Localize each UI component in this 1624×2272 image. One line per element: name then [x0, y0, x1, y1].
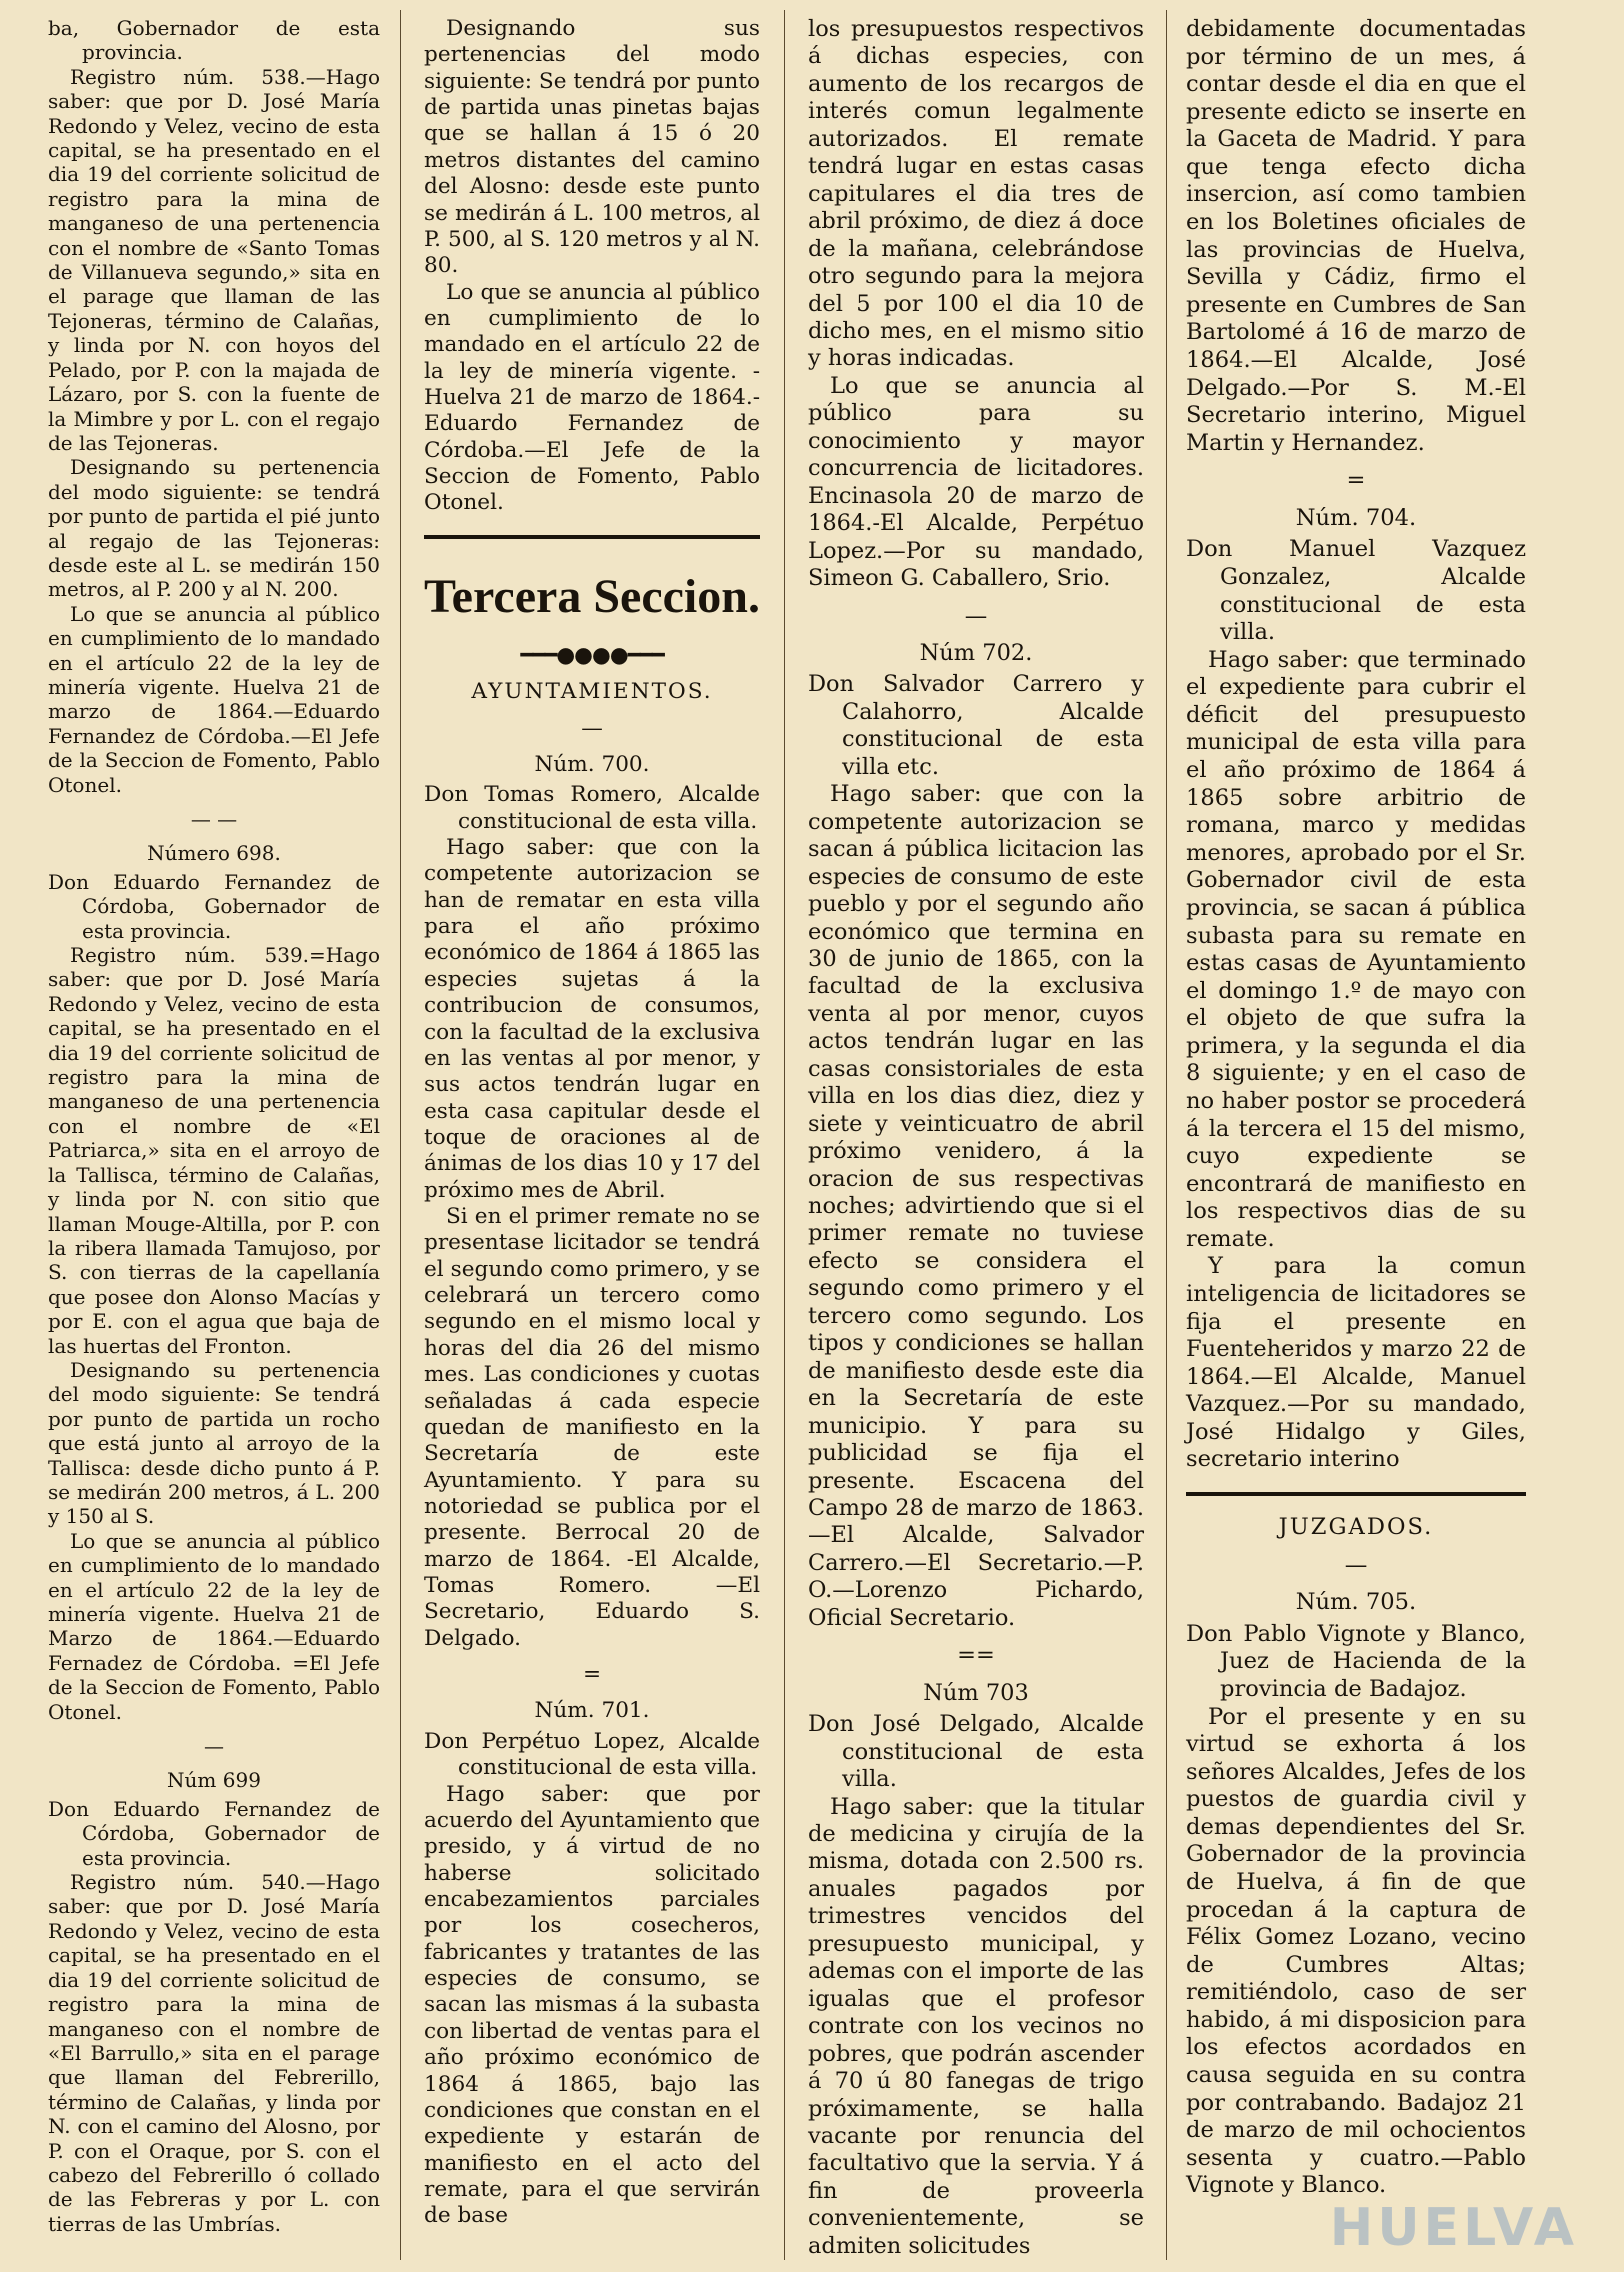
ornament: ━━━●●●●━━━ [520, 642, 664, 668]
text-paragraph: Y para la comun inteligencia de licitadores se fija el presente en Fuenteheridos y marzo 22 de 1864.—El Alcalde, Manuel Vazquez.—Por su mandado, José Hidalgo y Giles, secretario interino [1186, 1253, 1526, 1473]
separator: — [581, 715, 603, 741]
notice-heading: Don José Delgado, Alcalde constitucional de esta villa. [808, 1711, 1144, 1793]
subsection-heading: AYUNTAMIENTOS. [471, 679, 713, 705]
notice-heading: Don Eduardo Fernandez de Córdoba, Gobernador de esta provincia. [48, 1796, 380, 1870]
section-title: Tercera Seccion. [424, 569, 760, 623]
text-paragraph: Designando su pertenencia del modo siguiente: Se tendrá por punto de partida un rocho que está junto al arroyo de la Tallisca: desde dicho punto á P. se medirán 200 metros, á L. 200 y 150 al S. [48, 1357, 380, 1529]
text-paragraph: Por el presente y en su virtud se exhorta á los señores Alcaldes, Jefes de los puestos de guardia civil y demas dependientes del Sr. Gobernador de la provincia de Huelva, á fin de que procedan á la captura de Félix Gomez Lozano, vecino de Cumbres Altas; remitiéndolo, caso de ser habido, á mi disposicion para los efectos acordados en causa seguida en su contra por contrabando. Badajoz 21 de marzo de mil ochocientos sesenta y cuatro.—Pablo Vignote y Blanco. [1186, 1703, 1526, 2199]
text-paragraph: Si en el primer remate no se presentase licitador se tendrá el segundo como primero, y se celebrará un tercero como segundo en el mismo local y horas del dia 26 del mismo mes. Las condiciones y cuotas señaladas á cada especie quedan de manifiesto en la Secretaría de este Ayuntamiento. Y para su notoriedad se publica por el presente. Berrocal 20 de marzo de 1864. -El Alcalde, Tomas Romero. —El Secretario, Eduardo S. Delgado. [424, 1204, 760, 1651]
text-paragraph: ba, Gobernador de esta provincia. [48, 16, 380, 65]
separator: == [957, 1642, 995, 1669]
separator: — — [190, 807, 238, 831]
separator: — [964, 602, 988, 629]
text-paragraph: Lo que se anuncia al público para su conocimiento y mayor concurrencia de licitadores. Encinasola 20 de marzo de 1864.-El Alcalde, Perpétuo Lopez.—Por su mandado, Simeon G. Caballero, Srio. [808, 372, 1144, 592]
notice-number: Núm. 705. [1295, 1589, 1417, 1616]
subsection-heading: JUZGADOS. [1278, 1514, 1434, 1541]
section-rule [424, 535, 760, 539]
separator: = [582, 1662, 602, 1688]
archive-watermark: HUELVA [1329, 2198, 1578, 2258]
notice-heading: Don Manuel Vazquez Gonzalez, Alcalde constitucional de esta villa. [1186, 536, 1526, 646]
notice-number: Núm. 700. [534, 751, 650, 777]
text-paragraph: Lo que se anuncia al público en cumplimiento de lo mandado en el artículo 22 de la ley de minería vigente. -Huelva 21 de marzo de 1864.-Eduardo Fernandez de Córdoba.—El Jefe de la Seccion de Fomento, Pablo Otonel. [424, 279, 760, 516]
notice-heading: Don Salvador Carrero y Calahorro, Alcalde constitucional de esta villa etc. [808, 671, 1144, 780]
column-4 [1186, 16, 1526, 2200]
text-paragraph: Hago saber: que la titular de medicina y cirujía de la misma, dotada con 2.500 rs. anuales pagados por trimestres vencidos del presupuesto municipal, y ademas con el importe de las igualas que el profesor contrate con los vecinos no pobres, que podrán ascender á 70 ú 80 fanegas de trigo próximamente, se halla vacante por renuncia del facultativo que la servia. Y á fin de proveerla convenientemente, se admiten solicitudes [808, 1793, 1144, 2259]
notice-number: Núm 699 [167, 1768, 261, 1793]
text-paragraph: Hago saber: que por acuerdo del Ayuntamiento que presido, y á virtud de no haberse solicitado encabezamientos parciales por los cosecheros, fabricantes y tratantes de las especies de consumo, se sacan las mismas á la subasta con libertad de ventas para el año próximo económico de 1864 á 1865, bajo las condiciones que constan en el expediente y estarán de manifiesto en el acto del remate, para el que servirán de base [424, 1781, 760, 2229]
text-paragraph: Designando su pertenencia del modo siguiente: se tendrá por punto de partida el pié junto al regajo de las Tejoneras: desde este al L. se medirán 150 metros, al P. 200 y al N. 200. [48, 455, 380, 602]
column-1 [48, 16, 380, 2236]
text-paragraph: los presupuestos respectivos á dichas especies, con aumento de los recargos de interés comun legalmente autorizados. El remate tendrá lugar en estas casas capitulares el dia tres de abril próximo, de diez á doce de la mañana, celebrándose otro segundo para la mejora del 5 por 100 el dia 10 de dicho mes, en el mismo sitio y horas indicadas. [808, 16, 1144, 372]
notice-number: Número 698. [147, 841, 281, 866]
notice-heading: Don Tomas Romero, Alcalde constitucional de esta villa. [424, 782, 760, 834]
notice-heading: Don Pablo Vignote y Blanco, Juez de Hacienda de la provincia de Badajoz. [1186, 1620, 1526, 1702]
column-rule [1166, 10, 1167, 2260]
text-paragraph: Registro núm. 538.—Hago saber: que por D. José María Redondo y Velez, vecino de esta capital, se ha presentado en el dia 19 del corriente solicitud de registro para la mina de manganeso de una pertenencia con el nombre de «Santo Tomas de Villanueva segundo,» sita en el parage que llaman de las Tejoneras, término de Calañas, y linda por N. con hoyos del Pelado, por P. con la majada de Lázaro, por S. con la fuente de la Mimbre y por L. con el regajo de las Tejoneras. [48, 64, 380, 455]
notice-number: Núm 703 [923, 1679, 1029, 1706]
notice-heading: Don Perpétuo Lopez, Alcalde constitucional de esta villa. [424, 1728, 760, 1781]
text-paragraph: Hago saber: que terminado el expediente para cubrir el déficit del presupuesto municipal de esta villa para el año próximo de 1864 á 1865 sobre arbitrio de romana, marco y medidas menores, aprobado por el Sr. Gobernador civil de esta provincia, se sacan á pública subasta para su remate en estas casas de Ayuntamiento el domingo 1.º de mayo con el objeto de que sufra la primera, y la segunda el dia 8 siguiente; y en el caso de no haber postor se procederá á la tercera el 15 del mismo, cuyo expediente se encontrará de manifiesto en los respectivos dias de su remate. [1186, 646, 1526, 1252]
text-paragraph: debidamente documentadas por término de un mes, á contar desde el dia en que el presente edicto se inserte en la Gaceta de Madrid. Y para que tenga efecto dicha insercion, así como tambien en los Boletines oficiales de las provincias de Huelva, Sevilla y Cádiz, firmo el presente en Cumbres de San Bartolomé á 16 de marzo de 1864.—El Alcalde, José Delgado.—Por S. M.-El Secretario interino, Miguel Martin y Hernandez. [1186, 16, 1526, 456]
notice-number: Núm 702. [919, 639, 1033, 666]
notice-heading: Don Eduardo Fernandez de Córdoba, Gobernador de esta provincia. [48, 869, 380, 943]
text-paragraph: Hago saber: que con la competente autorizacion se han de rematar en esta villa para el año próximo económico de 1864 á 1865 las especies sujetas á la contribucion de consumos, con la facultad de la exclusiva en las ventas al por menor, y sus actos tendrán lugar en esta casa capitular desde el toque de oraciones al de ánimas de los dias 10 y 17 del próximo mes de Abril. [424, 834, 760, 1203]
column-2 [424, 16, 760, 2230]
column-3 [808, 16, 1144, 2260]
column-rule [784, 10, 785, 2260]
separator: = [1346, 467, 1366, 494]
separator: — [204, 1734, 224, 1759]
text-paragraph: Lo que se anuncia al público en cumplimiento de lo mandado en el artículo 22 de la ley de minería vigente. Huelva 21 de Marzo de 1864.—Eduardo Fernadez de Córdoba. =El Jefe de la Seccion de Fomento, Pablo Otonel. [48, 1528, 380, 1724]
text-paragraph: Registro núm. 539.=Hago saber: que por D. José María Redondo y Velez, vecino de esta capital, se ha presentado en el dia 19 del corriente solicitud de registro para la mina de manganeso de una pertenencia con el nombre de «El Patriarca,» sita en el arroyo de la Tallisca, término de Calañas, y linda por N. con sitio que llaman Mouge-Altilla, por P. con la ribera llamada Tamujoso, por S. con tierras de la capellanía que posee don Alonso Macías y por E. con el agua que baja de las huertas del Fronton. [48, 943, 380, 1358]
notice-number: Núm. 701. [534, 1698, 650, 1724]
notice-number: Núm. 704. [1295, 504, 1417, 531]
section-rule [1186, 1492, 1526, 1496]
text-paragraph: Registro núm. 540.—Hago saber: que por D. José María Redondo y Velez, vecino de esta capital, se ha presentado en el dia 19 del corriente solicitud de registro para la mina de manganeso con el nombre de «El Barrullo,» sita en el parage que llaman del Febrerillo, término de Calañas, y linda por N. con el camino del Alosno, por P. con el Oraque, por S. con el cabezo del Febrerillo ó collado de las Febreras y por L. con tierras de las Umbrías. [48, 1870, 380, 2236]
column-rule [400, 10, 401, 2260]
text-paragraph: Designando sus pertenencias del modo siguiente: Se tendrá por punto de partida unas pinetas bajas que se hallan á 15 ó 20 metros distantes del camino del Alosno: desde este punto se medirán á L. 100 metros, al P. 500, al S. 120 metros y al N. 80. [424, 16, 760, 279]
text-paragraph: Lo que se anuncia al público en cumplimiento de lo mandado en el artículo 22 de la ley de minería vigente. Huelva 21 de marzo de 1864.—Eduardo Fernandez de Córdoba.—El Jefe de la Seccion de Fomento, Pablo Otonel. [48, 601, 380, 797]
text-paragraph: Hago saber: que con la competente autorizacion se sacan á pública licitacion las especies de consumo de este pueblo y por el segundo año económico que termina en 30 de junio de 1865, con la facultad de la exclusiva venta al por menor, cuyos actos tendrán lugar en las casas consistoriales de esta villa en los dias diez, diez y siete y veinticuatro de abril próximo venidero, á la oracion de sus respectivas noches; advirtiendo que si el primer remate no tuviese efecto se considera el segundo como primero y el tercero como segundo. Los tipos y condiciones se hallan de manifiesto desde este dia en la Secretaría de este municipio. Y para su publicidad se fija el presente. Escacena del Campo 28 de marzo de 1863.—El Alcalde, Salvador Carrero.—El Secretario.—P. O.—Lorenzo Pichardo, Oficial Secretario. [808, 781, 1144, 1631]
separator: — [1344, 1551, 1368, 1578]
